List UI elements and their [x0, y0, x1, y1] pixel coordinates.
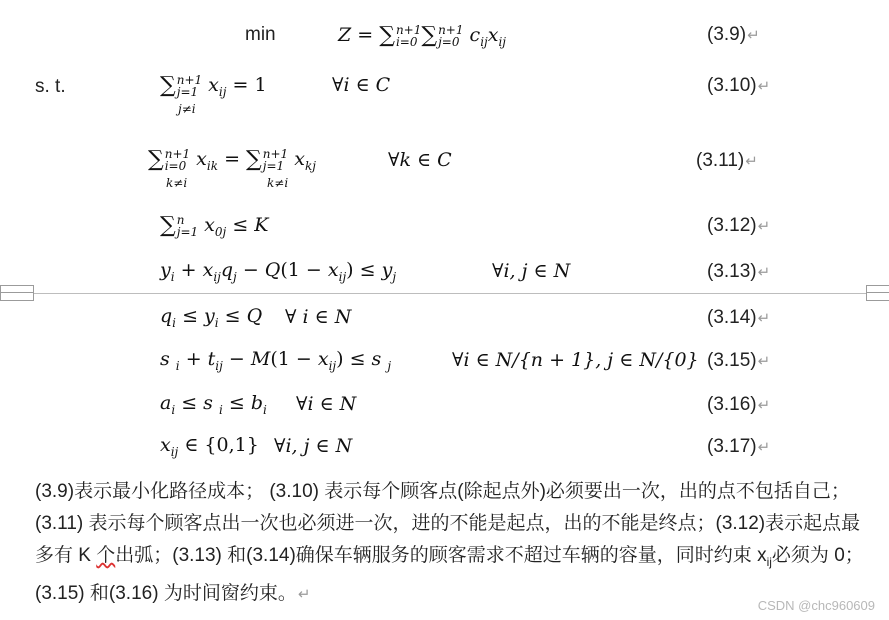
constraint-3-11-forall: ∀k ∈ C [388, 149, 452, 171]
constraint-3-11-subscript-right: k≠i [267, 176, 289, 190]
constraint-3-11-formula: ∑ n+1 i=0 $x_{ik}$ = ∑ n+1 j=1 $x_{kj}$ [148, 147, 316, 173]
constraint-3-13-forall: ∀i, j ∈ N [492, 260, 571, 282]
constraint-3-14-formula: $q_i \le y_i \le Q$ [160, 305, 263, 330]
equation-number-3-10: (3.10)↵ [707, 75, 771, 96]
constraint-3-17-formula: $x_{ij}$ ∈ {0,1} [160, 434, 259, 459]
row-handle-left[interactable] [0, 285, 34, 301]
equation-number-3-11: (3.11)↵ [696, 150, 758, 171]
row-handle-right[interactable] [866, 285, 889, 301]
equation-number-3-9: (3.9)↵ [707, 24, 760, 45]
subject-to-label: s. t. [35, 76, 66, 97]
table-row-divider [0, 293, 889, 294]
constraint-3-15-formula: s $_i + t_{ij} - M(1 - x_{ij}) \le s$ $_j$ [160, 348, 392, 373]
constraint-3-16-formula: $a_i \le s$ $_i \le b_i$ [160, 392, 267, 417]
constraint-3-10-forall: ∀i ∈ C [332, 74, 391, 96]
explanation-paragraph: (3.9)表示最小化路径成本； (3.10) 表示每个顾客点(除起点外)必须要出一次，出的点不包括自己；(3.11) 表示每个顾客点出一次也必须进一次，进的不能是起点，出的不能是终点；(3.12)表示起点最多有 K 个出弧；(3.13) 和(3.14)确保车辆服务的顾客需求不超过车辆的容量，同时约束 $x_{ij}$必须为 0；(3.15) 和(3.16) 为时间窗约束。↵ [35, 481, 864, 604]
constraint-3-14-forall: ∀ i ∈ N [285, 306, 352, 328]
objective-formula: Z = ∑ n+1 i=0 ∑ n+1 j=0 $c_{ij}x_{ij}$ [338, 23, 507, 49]
constraint-3-11-subscript-left: k≠i [166, 176, 188, 190]
watermark: CSDN @chc960609 [757, 598, 875, 613]
equation-number-3-17: (3.17)↵ [707, 436, 771, 457]
min-label: min [245, 24, 276, 45]
equation-number-3-12: (3.12)↵ [707, 215, 771, 236]
constraint-3-13-formula: $y_i + x_{ij}q_j - Q(1 - x_{ij}) \le y_j$ [160, 259, 397, 284]
constraint-3-16-forall: ∀i ∈ N [296, 393, 357, 415]
constraint-3-17-forall: ∀i, j ∈ N [274, 435, 353, 457]
equation-number-3-15: (3.15)↵ [707, 350, 771, 371]
constraint-3-12-formula: ∑ n j=1 $x_{0j} \le K$ [160, 213, 269, 239]
equation-number-3-13: (3.13)↵ [707, 261, 771, 282]
equation-number-3-14: (3.14)↵ [707, 307, 771, 328]
constraint-3-10-subscript: j≠i [178, 102, 196, 116]
constraint-3-15-forall: ∀i ∈ N/{n + 1}, j ∈ N/{0} [452, 349, 699, 371]
equation-number-3-16: (3.16)↵ [707, 394, 771, 415]
constraint-3-10-formula: ∑ n+1 j=1 $x_{ij} = 1$ [160, 73, 267, 99]
spellcheck-underline: 个 [96, 545, 116, 566]
